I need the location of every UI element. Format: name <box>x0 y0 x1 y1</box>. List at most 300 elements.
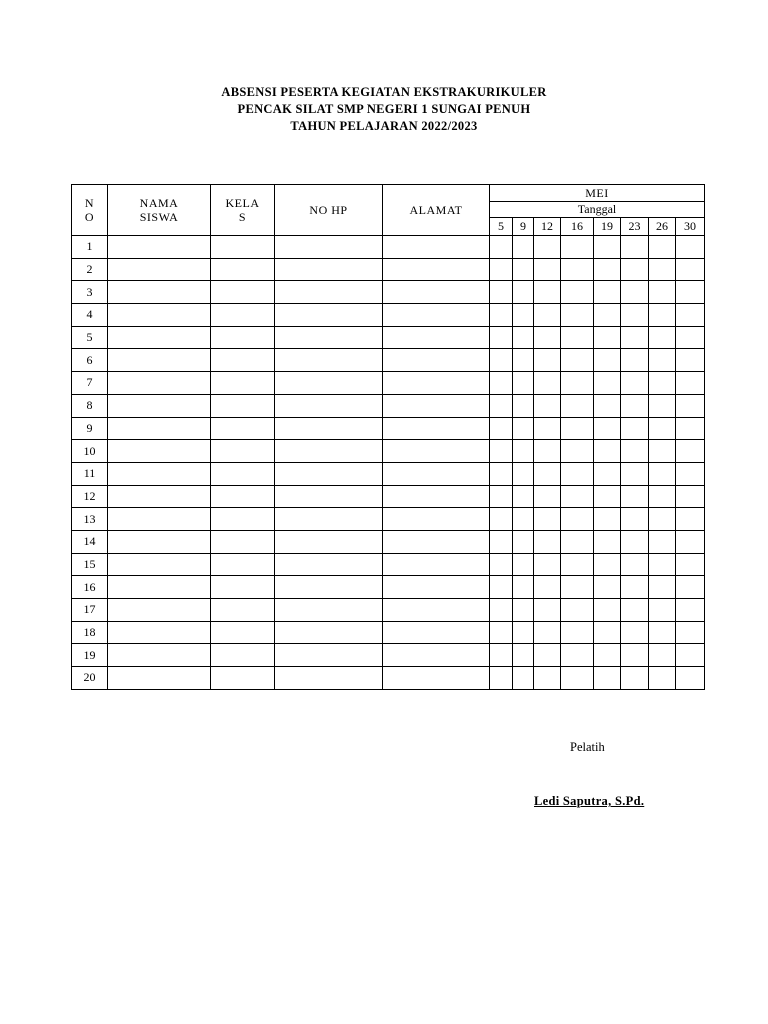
attendance-cell[interactable] <box>490 258 513 281</box>
attendance-cell[interactable] <box>594 372 621 395</box>
row-number-cell: 6 <box>72 349 108 372</box>
no-hp-cell[interactable] <box>275 304 383 327</box>
no-hp-cell[interactable] <box>275 667 383 690</box>
alamat-cell[interactable] <box>383 349 490 372</box>
attendance-cell[interactable] <box>621 576 649 599</box>
alamat-cell[interactable] <box>383 326 490 349</box>
attendance-cell[interactable] <box>594 508 621 531</box>
attendance-cell[interactable] <box>621 599 649 622</box>
kelas-cell[interactable] <box>211 304 275 327</box>
title-line-2: PENCAK SILAT SMP NEGERI 1 SUNGAI PENUH <box>237 102 531 116</box>
attendance-cell[interactable] <box>649 576 676 599</box>
attendance-cell[interactable] <box>676 599 705 622</box>
attendance-cell[interactable] <box>649 621 676 644</box>
attendance-cell[interactable] <box>561 304 594 327</box>
attendance-cell[interactable] <box>676 281 705 304</box>
row-number-cell: 18 <box>72 621 108 644</box>
table-row <box>72 621 705 644</box>
attendance-cell[interactable] <box>649 281 676 304</box>
kelas-cell[interactable] <box>211 394 275 417</box>
kelas-cell[interactable] <box>211 462 275 485</box>
header-no: N O <box>72 185 108 236</box>
alamat-cell[interactable] <box>383 621 490 644</box>
attendance-cell[interactable] <box>534 599 561 622</box>
attendance-cell[interactable] <box>534 304 561 327</box>
attendance-cell[interactable] <box>676 462 705 485</box>
attendance-cell[interactable] <box>561 281 594 304</box>
table-row <box>72 281 705 304</box>
attendance-cell[interactable] <box>534 326 561 349</box>
kelas-cell[interactable] <box>211 508 275 531</box>
row-number-cell: 1 <box>72 236 108 259</box>
row-number-cell: 7 <box>72 372 108 395</box>
attendance-cell[interactable] <box>490 599 513 622</box>
attendance-cell[interactable] <box>594 667 621 690</box>
row-number-cell: 3 <box>72 281 108 304</box>
attendance-cell[interactable] <box>621 304 649 327</box>
attendance-cell[interactable] <box>534 258 561 281</box>
kelas-cell[interactable] <box>211 258 275 281</box>
row-number-cell: 4 <box>72 304 108 327</box>
table-row <box>72 258 705 281</box>
attendance-cell[interactable] <box>594 599 621 622</box>
alamat-cell[interactable] <box>383 599 490 622</box>
table-row <box>72 304 705 327</box>
attendance-cell[interactable] <box>649 553 676 576</box>
attendance-cell[interactable] <box>676 553 705 576</box>
attendance-cell[interactable] <box>649 667 676 690</box>
alamat-cell[interactable] <box>383 508 490 531</box>
attendance-cell[interactable] <box>676 440 705 463</box>
attendance-cell[interactable] <box>676 644 705 667</box>
attendance-cell[interactable] <box>513 440 534 463</box>
nama-siswa-cell[interactable] <box>108 326 211 349</box>
no-hp-cell[interactable] <box>275 485 383 508</box>
kelas-cell[interactable] <box>211 281 275 304</box>
attendance-cell[interactable] <box>621 417 649 440</box>
attendance-cell[interactable] <box>561 667 594 690</box>
attendance-cell[interactable] <box>676 417 705 440</box>
attendance-cell[interactable] <box>490 462 513 485</box>
attendance-cell[interactable] <box>594 485 621 508</box>
no-hp-cell[interactable] <box>275 508 383 531</box>
nama-siswa-cell[interactable] <box>108 667 211 690</box>
attendance-cell[interactable] <box>513 281 534 304</box>
table-row <box>72 599 705 622</box>
table-row <box>72 667 705 690</box>
nama-siswa-cell[interactable] <box>108 236 211 259</box>
attendance-cell[interactable] <box>561 621 594 644</box>
attendance-cell[interactable] <box>649 530 676 553</box>
attendance-cell[interactable] <box>513 394 534 417</box>
attendance-cell[interactable] <box>490 576 513 599</box>
alamat-cell[interactable] <box>383 530 490 553</box>
attendance-cell[interactable] <box>649 599 676 622</box>
no-hp-cell[interactable] <box>275 576 383 599</box>
attendance-cell[interactable] <box>676 485 705 508</box>
attendance-cell[interactable] <box>490 372 513 395</box>
attendance-cell[interactable] <box>513 576 534 599</box>
attendance-cell[interactable] <box>594 326 621 349</box>
row-number-cell: 16 <box>72 576 108 599</box>
attendance-cell[interactable] <box>513 462 534 485</box>
row-number-cell: 10 <box>72 440 108 463</box>
attendance-cell[interactable] <box>561 394 594 417</box>
attendance-cell[interactable] <box>561 372 594 395</box>
no-hp-cell[interactable] <box>275 236 383 259</box>
attendance-cell[interactable] <box>490 508 513 531</box>
date-header-cell: 5 <box>490 218 513 236</box>
attendance-cell[interactable] <box>534 576 561 599</box>
attendance-cell[interactable] <box>490 553 513 576</box>
attendance-cell[interactable] <box>561 236 594 259</box>
attendance-cell[interactable] <box>676 372 705 395</box>
row-number-cell: 11 <box>72 462 108 485</box>
attendance-cell[interactable] <box>649 462 676 485</box>
attendance-cell[interactable] <box>534 553 561 576</box>
attendance-cell[interactable] <box>513 304 534 327</box>
table-row <box>72 485 705 508</box>
attendance-cell[interactable] <box>534 485 561 508</box>
attendance-cell[interactable] <box>561 462 594 485</box>
attendance-cell[interactable] <box>534 530 561 553</box>
kelas-cell[interactable] <box>211 417 275 440</box>
attendance-cell[interactable] <box>513 326 534 349</box>
no-hp-cell[interactable] <box>275 349 383 372</box>
nama-siswa-cell[interactable] <box>108 621 211 644</box>
attendance-cell[interactable] <box>621 667 649 690</box>
nama-siswa-cell[interactable] <box>108 508 211 531</box>
attendance-cell[interactable] <box>621 485 649 508</box>
attendance-cell[interactable] <box>621 372 649 395</box>
table-row <box>72 553 705 576</box>
attendance-cell[interactable] <box>594 621 621 644</box>
attendance-cell[interactable] <box>513 599 534 622</box>
attendance-cell[interactable] <box>513 417 534 440</box>
attendance-cell[interactable] <box>621 326 649 349</box>
no-hp-cell[interactable] <box>275 372 383 395</box>
attendance-cell[interactable] <box>594 417 621 440</box>
attendance-cell[interactable] <box>534 349 561 372</box>
nama-siswa-cell[interactable] <box>108 417 211 440</box>
table-row <box>72 236 705 259</box>
nama-siswa-cell[interactable] <box>108 281 211 304</box>
attendance-cell[interactable] <box>621 440 649 463</box>
row-number-cell: 20 <box>72 667 108 690</box>
attendance-cell[interactable] <box>676 394 705 417</box>
attendance-cell[interactable] <box>621 236 649 259</box>
nama-siswa-cell[interactable] <box>108 349 211 372</box>
alamat-cell[interactable] <box>383 304 490 327</box>
attendance-cell[interactable] <box>676 530 705 553</box>
attendance-cell[interactable] <box>676 236 705 259</box>
attendance-cell[interactable] <box>621 644 649 667</box>
kelas-cell[interactable] <box>211 485 275 508</box>
attendance-cell[interactable] <box>649 236 676 259</box>
attendance-cell[interactable] <box>534 372 561 395</box>
attendance-cell[interactable] <box>594 553 621 576</box>
kelas-cell[interactable] <box>211 621 275 644</box>
attendance-cell[interactable] <box>649 304 676 327</box>
title-line-1: ABSENSI PESERTA KEGIATAN EKSTRAKURIKULER <box>221 85 547 99</box>
attendance-cell[interactable] <box>649 394 676 417</box>
attendance-cell[interactable] <box>594 462 621 485</box>
row-number-cell: 19 <box>72 644 108 667</box>
row-number-cell: 14 <box>72 530 108 553</box>
no-hp-cell[interactable] <box>275 440 383 463</box>
attendance-cell[interactable] <box>561 530 594 553</box>
attendance-cell[interactable] <box>490 349 513 372</box>
attendance-cell[interactable] <box>534 644 561 667</box>
attendance-cell[interactable] <box>676 304 705 327</box>
table-row <box>72 349 705 372</box>
attendance-cell[interactable] <box>621 394 649 417</box>
header-no-hp: NO HP <box>275 185 383 236</box>
row-number-cell: 2 <box>72 258 108 281</box>
attendance-cell[interactable] <box>594 530 621 553</box>
attendance-cell[interactable] <box>594 576 621 599</box>
attendance-cell[interactable] <box>561 576 594 599</box>
table-row <box>72 440 705 463</box>
attendance-cell[interactable] <box>513 644 534 667</box>
nama-siswa-cell[interactable] <box>108 462 211 485</box>
attendance-cell[interactable] <box>649 485 676 508</box>
header-alamat: ALAMAT <box>383 185 490 236</box>
nama-siswa-cell[interactable] <box>108 644 211 667</box>
alamat-cell[interactable] <box>383 644 490 667</box>
no-hp-cell[interactable] <box>275 258 383 281</box>
attendance-cell[interactable] <box>649 644 676 667</box>
table-row <box>72 326 705 349</box>
attendance-cell[interactable] <box>513 508 534 531</box>
attendance-cell[interactable] <box>534 621 561 644</box>
attendance-cell[interactable] <box>649 417 676 440</box>
alamat-cell[interactable] <box>383 236 490 259</box>
attendance-cell[interactable] <box>561 326 594 349</box>
kelas-cell[interactable] <box>211 599 275 622</box>
attendance-cell[interactable] <box>490 417 513 440</box>
no-hp-cell[interactable] <box>275 462 383 485</box>
attendance-cell[interactable] <box>649 326 676 349</box>
attendance-cell[interactable] <box>513 553 534 576</box>
row-number-cell: 5 <box>72 326 108 349</box>
attendance-cell[interactable] <box>490 440 513 463</box>
row-number-cell: 13 <box>72 508 108 531</box>
attendance-cell[interactable] <box>534 417 561 440</box>
date-header-cell: 9 <box>513 218 534 236</box>
attendance-cell[interactable] <box>594 440 621 463</box>
trainer-signature-name: Ledi Saputra, S.Pd. <box>534 794 645 808</box>
alamat-cell[interactable] <box>383 372 490 395</box>
attendance-cell[interactable] <box>534 236 561 259</box>
nama-siswa-cell[interactable] <box>108 599 211 622</box>
attendance-cell[interactable] <box>594 349 621 372</box>
nama-siswa-cell[interactable] <box>108 440 211 463</box>
attendance-cell[interactable] <box>594 304 621 327</box>
attendance-cell[interactable] <box>490 667 513 690</box>
alamat-cell[interactable] <box>383 576 490 599</box>
attendance-cell[interactable] <box>513 349 534 372</box>
attendance-cell[interactable] <box>676 258 705 281</box>
attendance-cell[interactable] <box>490 236 513 259</box>
attendance-cell[interactable] <box>594 644 621 667</box>
attendance-cell[interactable] <box>513 372 534 395</box>
table-body <box>72 236 705 690</box>
attendance-cell[interactable] <box>513 667 534 690</box>
attendance-cell[interactable] <box>561 258 594 281</box>
attendance-cell[interactable] <box>621 553 649 576</box>
header-nama-siswa: NAMA SISWA <box>108 185 211 236</box>
nama-siswa-cell[interactable] <box>108 394 211 417</box>
attendance-table <box>71 184 705 690</box>
kelas-cell[interactable] <box>211 576 275 599</box>
attendance-cell[interactable] <box>513 530 534 553</box>
kelas-cell[interactable] <box>211 667 275 690</box>
attendance-cell[interactable] <box>490 304 513 327</box>
header-tanggal: Tanggal <box>490 202 705 218</box>
alamat-cell[interactable] <box>383 394 490 417</box>
attendance-cell[interactable] <box>676 508 705 531</box>
nama-siswa-cell[interactable] <box>108 553 211 576</box>
date-header-cell: 12 <box>534 218 561 236</box>
attendance-cell[interactable] <box>561 508 594 531</box>
title-line-3: TAHUN PELAJARAN 2022/2023 <box>290 119 478 133</box>
attendance-cell[interactable] <box>534 508 561 531</box>
no-hp-cell[interactable] <box>275 417 383 440</box>
attendance-cell[interactable] <box>490 281 513 304</box>
alamat-cell[interactable] <box>383 553 490 576</box>
nama-siswa-cell[interactable] <box>108 372 211 395</box>
nama-siswa-cell[interactable] <box>108 530 211 553</box>
alamat-cell[interactable] <box>383 417 490 440</box>
date-header-cell: 26 <box>649 218 676 236</box>
attendance-cell[interactable] <box>621 508 649 531</box>
attendance-cell[interactable] <box>534 462 561 485</box>
nama-siswa-cell[interactable] <box>108 576 211 599</box>
kelas-cell[interactable] <box>211 349 275 372</box>
no-hp-cell[interactable] <box>275 553 383 576</box>
attendance-cell[interactable] <box>490 530 513 553</box>
attendance-cell[interactable] <box>513 236 534 259</box>
attendance-cell[interactable] <box>621 281 649 304</box>
attendance-cell[interactable] <box>676 576 705 599</box>
date-header-cell: 23 <box>621 218 649 236</box>
no-hp-cell[interactable] <box>275 394 383 417</box>
attendance-cell[interactable] <box>621 258 649 281</box>
attendance-cell[interactable] <box>649 372 676 395</box>
attendance-cell[interactable] <box>490 621 513 644</box>
attendance-cell[interactable] <box>561 553 594 576</box>
table-row <box>72 576 705 599</box>
no-hp-cell[interactable] <box>275 621 383 644</box>
attendance-cell[interactable] <box>561 644 594 667</box>
attendance-cell[interactable] <box>649 508 676 531</box>
kelas-cell[interactable] <box>211 236 275 259</box>
attendance-cell[interactable] <box>534 394 561 417</box>
document-title <box>0 84 768 135</box>
alamat-cell[interactable] <box>383 258 490 281</box>
attendance-cell[interactable] <box>513 485 534 508</box>
kelas-cell[interactable] <box>211 553 275 576</box>
alamat-cell[interactable] <box>383 281 490 304</box>
alamat-cell[interactable] <box>383 440 490 463</box>
attendance-cell[interactable] <box>513 258 534 281</box>
table-row <box>72 394 705 417</box>
row-number-cell: 8 <box>72 394 108 417</box>
attendance-cell[interactable] <box>649 440 676 463</box>
table-row <box>72 462 705 485</box>
kelas-cell[interactable] <box>211 530 275 553</box>
attendance-cell[interactable] <box>594 236 621 259</box>
trainer-label: Pelatih <box>570 740 605 754</box>
attendance-cell[interactable] <box>534 281 561 304</box>
attendance-cell[interactable] <box>621 621 649 644</box>
alamat-cell[interactable] <box>383 667 490 690</box>
attendance-cell[interactable] <box>649 258 676 281</box>
attendance-cell[interactable] <box>561 417 594 440</box>
table-row <box>72 417 705 440</box>
nama-siswa-cell[interactable] <box>108 485 211 508</box>
header-kelas: KELA S <box>211 185 275 236</box>
attendance-cell[interactable] <box>490 394 513 417</box>
kelas-cell[interactable] <box>211 440 275 463</box>
table-row <box>72 372 705 395</box>
attendance-cell[interactable] <box>621 530 649 553</box>
attendance-cell[interactable] <box>561 440 594 463</box>
alamat-cell[interactable] <box>383 485 490 508</box>
attendance-cell[interactable] <box>621 462 649 485</box>
kelas-cell[interactable] <box>211 372 275 395</box>
attendance-cell[interactable] <box>534 667 561 690</box>
nama-siswa-cell[interactable] <box>108 304 211 327</box>
row-number-cell: 9 <box>72 417 108 440</box>
table-row <box>72 508 705 531</box>
alamat-cell[interactable] <box>383 462 490 485</box>
attendance-cell[interactable] <box>561 599 594 622</box>
nama-siswa-cell[interactable] <box>108 258 211 281</box>
attendance-cell[interactable] <box>594 281 621 304</box>
attendance-cell[interactable] <box>561 485 594 508</box>
attendance-cell[interactable] <box>676 621 705 644</box>
table-row <box>72 530 705 553</box>
attendance-cell[interactable] <box>534 440 561 463</box>
no-hp-cell[interactable] <box>275 599 383 622</box>
attendance-cell[interactable] <box>676 349 705 372</box>
date-header-cell: 19 <box>594 218 621 236</box>
attendance-cell[interactable] <box>676 667 705 690</box>
row-number-cell: 17 <box>72 599 108 622</box>
date-header-cell: 30 <box>676 218 705 236</box>
attendance-cell[interactable] <box>561 349 594 372</box>
attendance-cell[interactable] <box>621 349 649 372</box>
attendance-cell[interactable] <box>676 326 705 349</box>
attendance-cell[interactable] <box>594 394 621 417</box>
no-hp-cell[interactable] <box>275 281 383 304</box>
kelas-cell[interactable] <box>211 326 275 349</box>
attendance-cell[interactable] <box>649 349 676 372</box>
table-row <box>72 644 705 667</box>
attendance-cell[interactable] <box>490 644 513 667</box>
no-hp-cell[interactable] <box>275 644 383 667</box>
attendance-cell[interactable] <box>490 485 513 508</box>
row-number-cell: 12 <box>72 485 108 508</box>
kelas-cell[interactable] <box>211 644 275 667</box>
attendance-cell[interactable] <box>594 258 621 281</box>
attendance-cell[interactable] <box>490 326 513 349</box>
no-hp-cell[interactable] <box>275 530 383 553</box>
no-hp-cell[interactable] <box>275 326 383 349</box>
attendance-cell[interactable] <box>513 621 534 644</box>
